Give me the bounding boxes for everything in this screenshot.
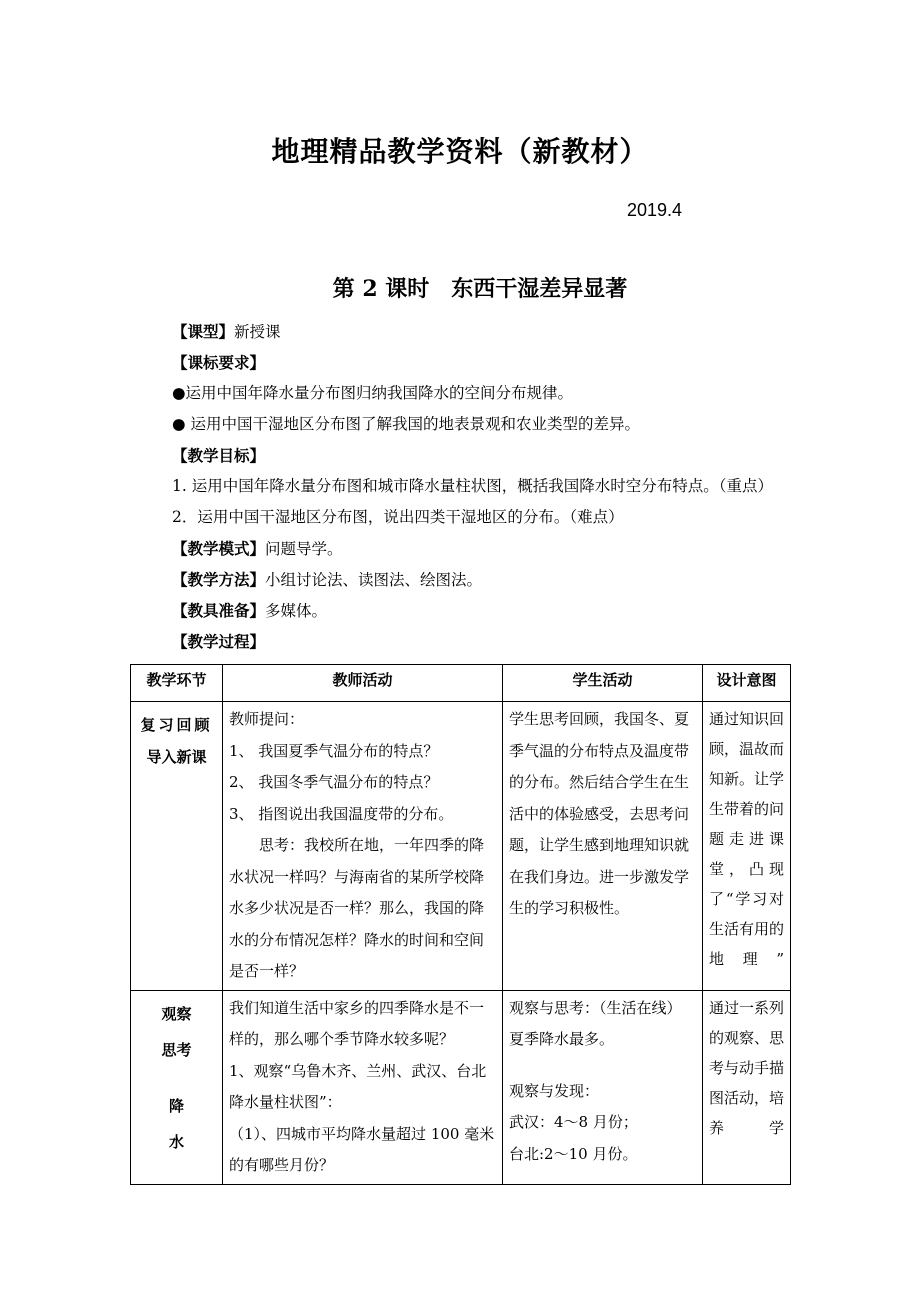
teacher-cell [223, 702, 503, 991]
header-stage: 教学环节 [131, 665, 223, 702]
objective-item: 1. 运用中国年降水量分布图和城市降水量柱状图，概括我国降水时空分布特点。（重点） [172, 477, 773, 495]
table-row [131, 990, 791, 1184]
objective-item: 2．运用中国干湿地区分布图，说出四类干湿地区的分布。（难点） [172, 508, 624, 526]
student-line: 台北:2～10 月份。 [509, 1144, 638, 1163]
teaching-mode-label: 【教学模式】 [172, 539, 266, 558]
objectives-label: 【教学目标】 [172, 446, 266, 465]
header-student: 学生活动 [503, 665, 703, 702]
standard-item: ●运用中国年降水量分布图归纳我国降水的空间分布规律。 [172, 384, 574, 402]
stage-cell [131, 990, 223, 1184]
teacher-line: 2、 我国冬季气温分布的特点？ [229, 773, 439, 791]
standards-label: 【课标要求】 [172, 353, 266, 372]
lesson-title: 第 2 课时 东西干湿差异显著 [332, 276, 628, 302]
objectives-heading [172, 440, 812, 471]
student-paragraph: 学生思考回顾，我国冬、夏季气温的分布特点及温度带的分布。然后结合学生在生活中的体验感受，去思考问题，让学生感到地理知识就在我们身边。进一步激发学生的学习积极性。 [509, 710, 690, 917]
teaching-tools-value: 多媒体。 [265, 602, 328, 620]
design-text: 通过知识回顾，温故而知新。让学生带着的问题走进课堂，凸现了“学习对生活有用的地理” [709, 710, 785, 968]
stage-line: 复习回顾 [140, 716, 213, 734]
header-design: 设计意图 [703, 665, 791, 702]
teaching-tools-label: 【教具准备】 [172, 601, 266, 620]
teacher-line: 教师提问： [229, 710, 305, 728]
teaching-method [172, 564, 812, 595]
teaching-method-value: 小组讨论法、读图法、绘图法。 [265, 571, 483, 589]
process-heading [172, 626, 812, 657]
standards-heading [172, 347, 812, 378]
design-cell [703, 990, 791, 1184]
teacher-paragraph: 思考：我校所在地，一年四季的降水状况一样吗？与海南省的某所学校降水多少状况是否一样？那么，我国的降水的分布情况怎样？降水的时间和空间是否一样？ [229, 836, 485, 980]
design-text: 通过一系列的观察、思考与动手描图活动，培养学 [709, 998, 785, 1137]
course-type [172, 316, 812, 347]
lesson-meta [172, 316, 812, 657]
teacher-line: 1、 我国夏季气温分布的特点？ [229, 741, 439, 760]
process-label: 【教学过程】 [172, 632, 266, 651]
stage-line: 思考 [161, 1040, 192, 1059]
teacher-cell [223, 990, 503, 1184]
stage-line: 观察 [161, 1004, 192, 1023]
student-line: 观察与思考：（生活在线） [509, 998, 682, 1017]
teacher-paragraph: 我们知道生活中家乡的四季降水是不一样的，那么哪个季节降水较多呢？ [229, 998, 485, 1048]
teaching-method-label: 【教学方法】 [172, 570, 266, 589]
table-row [131, 702, 791, 991]
student-cell [503, 990, 703, 1184]
teaching-mode-value: 问题导学。 [265, 540, 343, 558]
stage-cell [131, 702, 223, 991]
teacher-line: （1）、四城市平均降水量超过 100 毫米的有哪些月份？ [229, 1124, 495, 1174]
stage-line: 导入新课 [146, 747, 207, 766]
stage-spacer [131, 1071, 222, 1091]
teaching-tools [172, 595, 812, 626]
lesson-process-table [130, 664, 791, 1185]
stage-line: 降 [168, 1096, 184, 1115]
course-type-label: 【课型】 [172, 322, 235, 341]
standard-item: ● 运用中国干湿地区分布图了解我国的地表景观和农业类型的差异。 [172, 415, 640, 433]
document-title: 地理精品教学资料（新教材） [271, 135, 649, 168]
student-line: 夏季降水最多。 [509, 1030, 615, 1048]
teacher-line: 3、 指图说出我国温度带的分布。 [229, 804, 454, 823]
teaching-mode [172, 533, 812, 564]
student-cell [503, 702, 703, 991]
student-line: 观察与发现： [509, 1081, 600, 1100]
stage-line: 水 [168, 1132, 184, 1151]
student-spacer [509, 1056, 696, 1076]
header-teacher: 教师活动 [223, 665, 503, 702]
teacher-line: 1、观察“乌鲁木齐、兰州、武汉、台北降水量柱状图”： [229, 1061, 487, 1111]
course-type-value: 新授课 [234, 323, 281, 341]
student-line: 武汉：4～8 月份； [509, 1113, 638, 1131]
design-cell [703, 702, 791, 991]
table-header-row [131, 665, 791, 702]
document-date: 2019.4 [627, 200, 683, 220]
